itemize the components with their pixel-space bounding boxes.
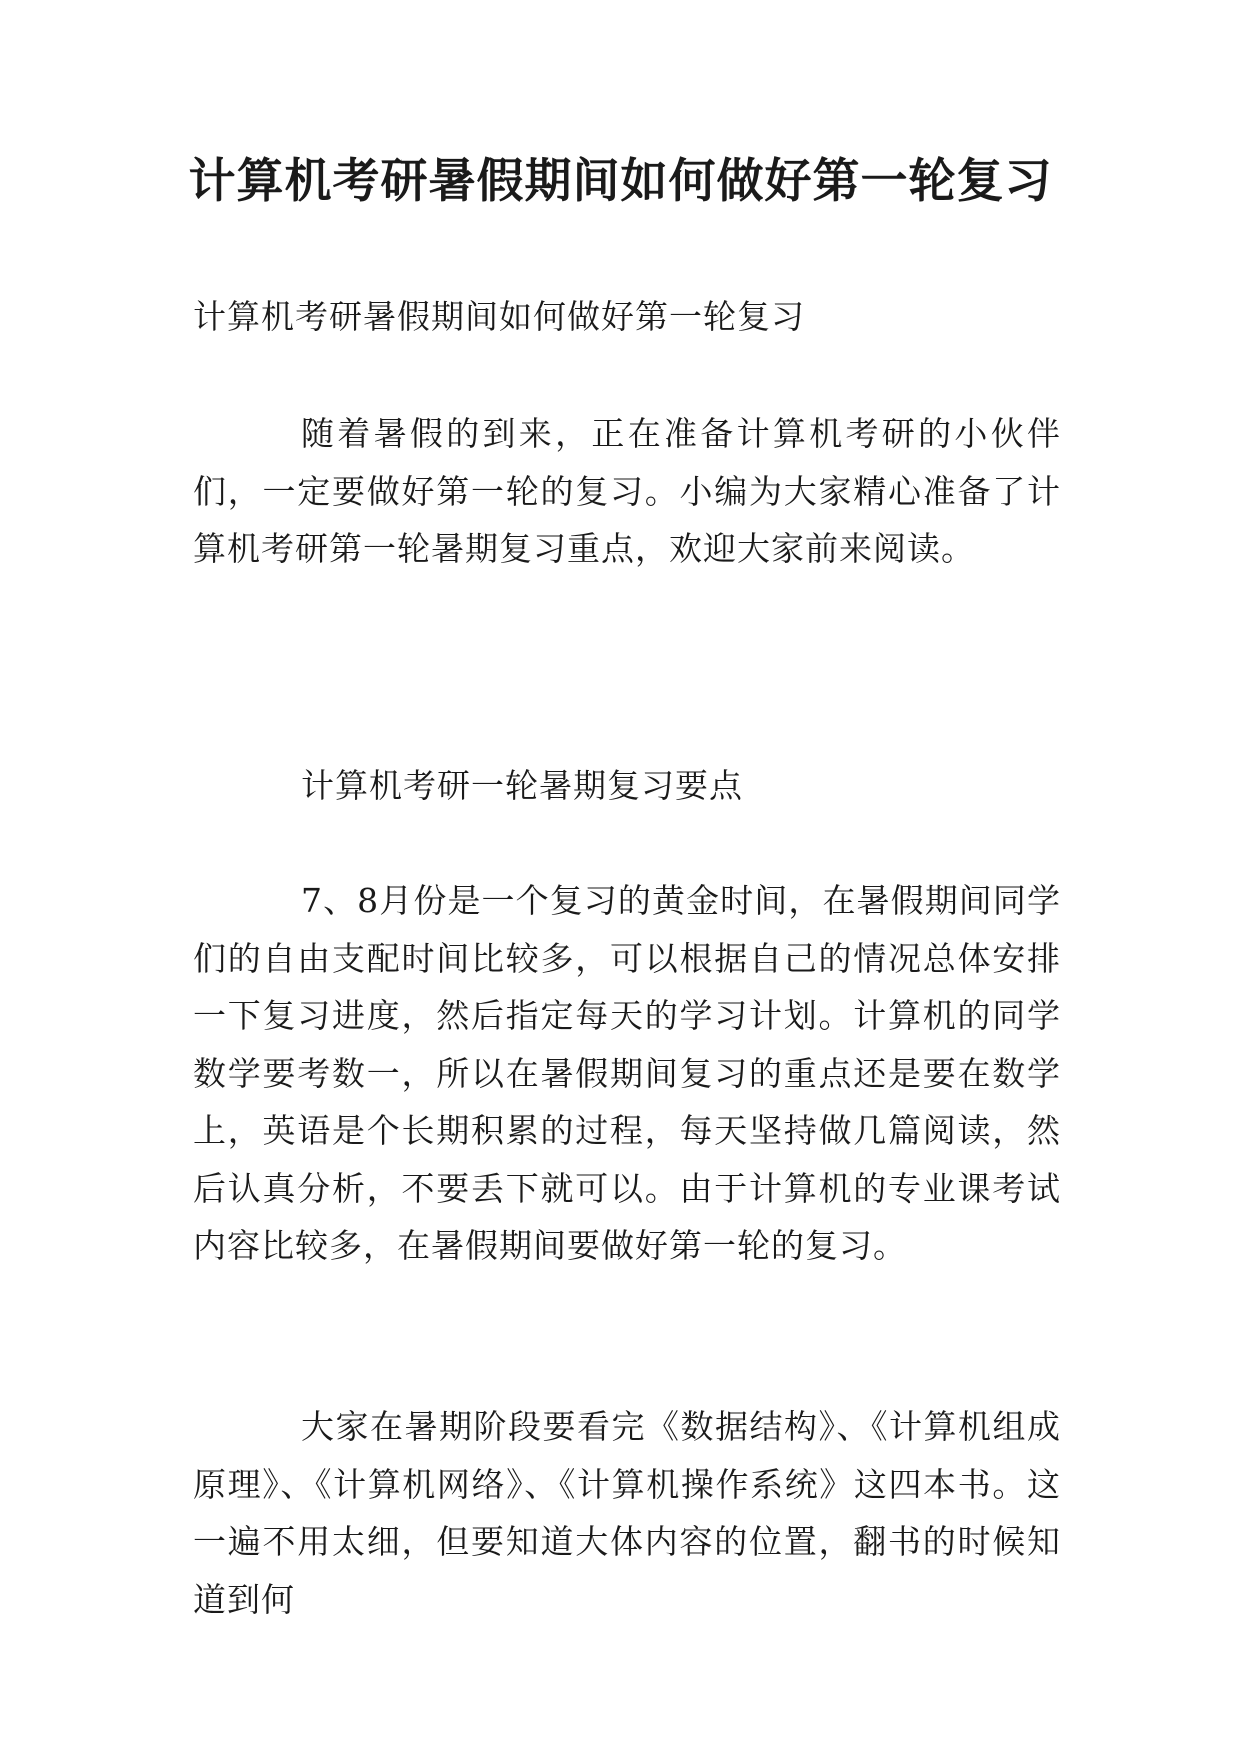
intro-paragraph: 随着暑假的到来，正在准备计算机考研的小伙伴们，一定要做好第一轮的复习。小编为大家精心准备了计算机考研第一轮暑期复习重点，欢迎大家前来阅读。 [193, 414, 1061, 568]
section-heading: 计算机考研一轮暑期复习要点 [301, 766, 743, 805]
body-paragraph: 7、8月份是一个复习的黄金时间，在暑假期间同学们的自由支配时间比较多，可以根据自己的情况总体安排一下复习进度，然后指定每天的学习计划。计算机的同学数学要考数一，所以在暑假期间复习的重点还是要在数学上，英语是个长期积累的过程，每天坚持做几篇阅读，然后认真分析，不要丢下就可以。由于计算机的专业课考试内容比较多，在暑假期间要做好第一轮的复习。 [193, 881, 1061, 1265]
document-title: 计算机考研暑假期间如何做好第一轮复习 [188, 154, 1053, 209]
document-subtitle: 计算机考研暑假期间如何做好第一轮复习 [193, 297, 805, 336]
body-paragraph: 大家在暑期阶段要看完《数据结构》、《计算机组成原理》、《计算机网络》、《计算机操作系统》这四本书。这一遍不用太细，但要知道大体内容的位置，翻书的时候知道到何 [193, 1407, 1061, 1619]
